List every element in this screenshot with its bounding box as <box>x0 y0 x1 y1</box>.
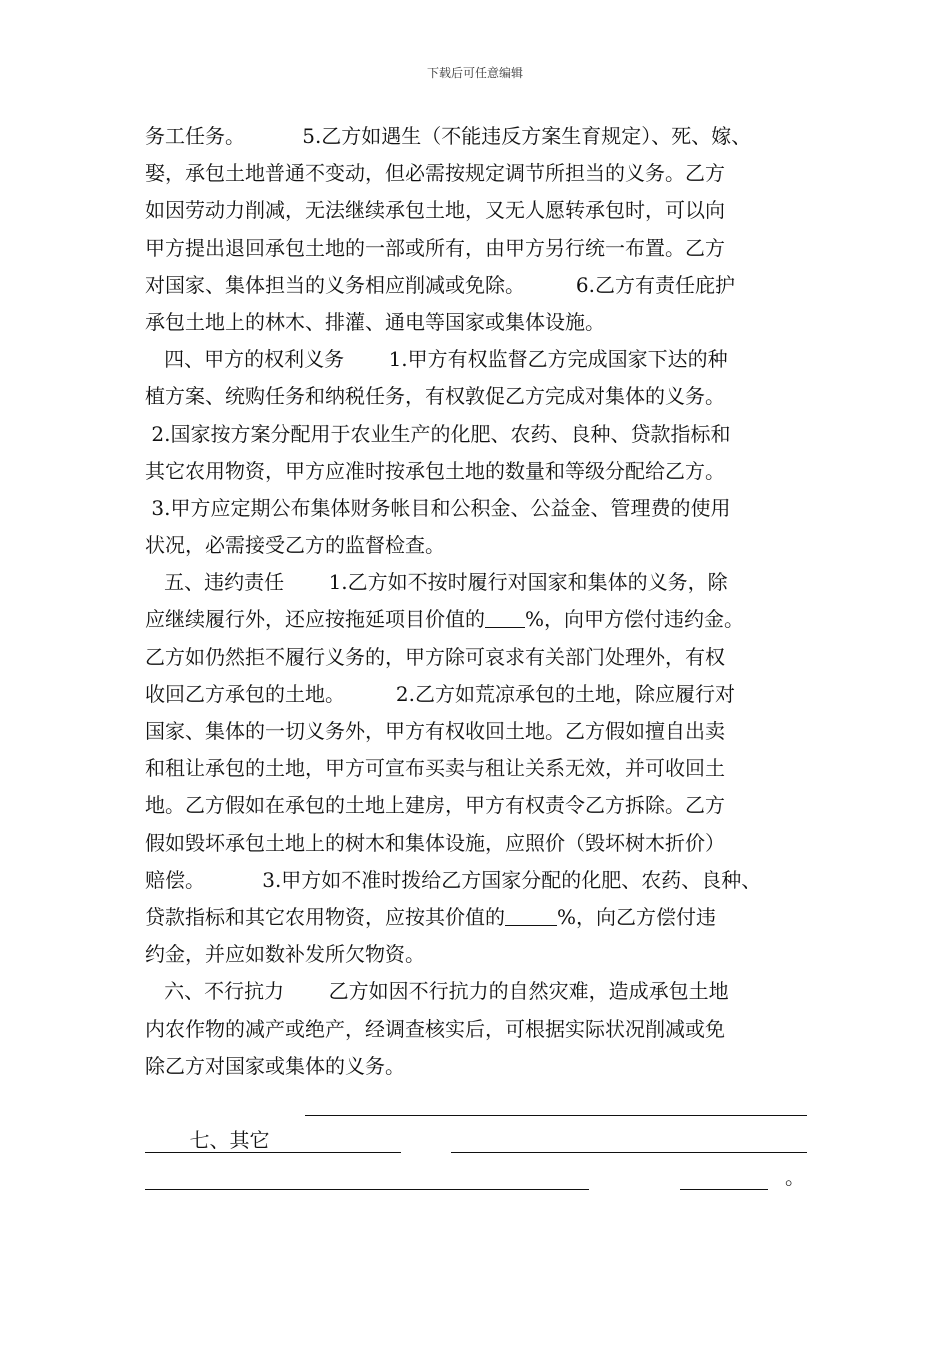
text-line: 乙方如仍然拒不履行义务的，甲方除可哀求有关部门处理外，有权 <box>145 644 725 669</box>
blank-line-field[interactable] <box>145 1163 589 1190</box>
text-line: 收回乙方承包的土地。 2.乙方如荒凉承包的土地，除应履行对 <box>145 681 735 706</box>
blank-line-field[interactable] <box>451 1126 807 1153</box>
section-seven-heading: 七、其它 <box>170 1128 270 1153</box>
section-six-heading: 六、不行抗力 乙方如因不行抗力的自然灾难，造成承包土地 <box>145 979 729 1004</box>
text-line: 娶，承包土地普通不变动，但必需按规定调节所担当的义务。乙方 <box>145 161 725 186</box>
text-line: 赔偿。 3.甲方如不准时拨给乙方国家分配的化肥、农药、良种、 <box>145 867 762 892</box>
text-line: 甲方提出退回承包土地的一部或所有，由甲方另行统一布置。乙方 <box>145 235 725 260</box>
text-line-with-blank <box>145 601 815 638</box>
blank-line-field[interactable] <box>305 1089 807 1116</box>
text-line: 国家、集体的一切义务外，甲方有权收回土地。乙方假如擅自出卖 <box>145 719 725 743</box>
text-line: 状况，必需接受乙方的监督检查。 <box>145 533 445 558</box>
text-line: 和租让承包的土地，甲方可宣布买卖与租让关系无效，并可收回土 <box>145 756 725 781</box>
text-line: 2.国家按方案分配用于农业生产的化肥、农药、良种、贷款指标和 <box>145 421 731 446</box>
page-header: 下载后可任意编辑 <box>426 66 523 80</box>
text-line: 约金，并应如数补发所欠物资。 <box>145 942 425 967</box>
text-segment: 应继续履行外，还应按拖延项目价值的 <box>145 607 485 632</box>
text-segment: %，向乙方偿付违 <box>557 904 717 929</box>
text-line: 除乙方对国家或集体的义务。 <box>145 1053 405 1078</box>
blank-line-field[interactable] <box>145 1126 401 1153</box>
text-line: 内农作物的减产或绝产，经调查核实后，可根据实际状况削减或免 <box>145 1016 725 1041</box>
text-line: 植方案、统购任务和纳税任务，有权敦促乙方完成对集体的义务。 <box>145 384 725 409</box>
text-line: 地。乙方假如在承包的土地上建房，甲方有权责令乙方拆除。乙方 <box>145 793 725 818</box>
section-seven-line <box>145 1085 815 1153</box>
text-segment: %，向甲方偿付违约金。 <box>525 607 745 632</box>
document-body <box>145 118 815 1196</box>
text-line: 承包土地上的林木、排灌、通电等国家或集体设施。 <box>145 309 605 334</box>
section-five-heading: 五、违约责任 1.乙方如不按时履行对国家和集体的义务，除 <box>145 570 728 595</box>
text-line: 对国家、集体担当的义务相应削减或免除。 6.乙方有责任庇护 <box>145 272 735 297</box>
text-line: 务工任务。 5.乙方如遇生（不能违反方案生育规定）、死、嫁、 <box>145 124 752 148</box>
blank-percent-field[interactable] <box>505 899 557 926</box>
text-line-with-blank <box>145 899 815 936</box>
blank-line-field[interactable] <box>680 1163 768 1190</box>
text-line: 其它农用物资，甲方应准时按承包土地的数量和等级分配给乙方。 <box>145 458 725 483</box>
blank-percent-field[interactable] <box>485 601 525 628</box>
end-period: 。 <box>785 1165 805 1190</box>
blank-lines-row <box>145 1159 815 1196</box>
text-line: 如因劳动力削减，无法继续承包土地，又无人愿转承包时，可以向 <box>145 198 725 223</box>
section-four-heading: 四、甲方的权利义务 1.甲方有权监督乙方完成国家下达的种 <box>145 347 728 372</box>
text-line: 假如毁坏承包土地上的树木和集体设施，应照价（毁坏树木折价） <box>145 830 725 855</box>
text-line: 3.甲方应定期公布集体财务帐目和公积金、公益金、管理费的使用 <box>145 495 731 520</box>
text-segment: 贷款指标和其它农用物资，应按其价值的 <box>145 904 505 929</box>
blank-lines-row <box>145 1122 815 1159</box>
